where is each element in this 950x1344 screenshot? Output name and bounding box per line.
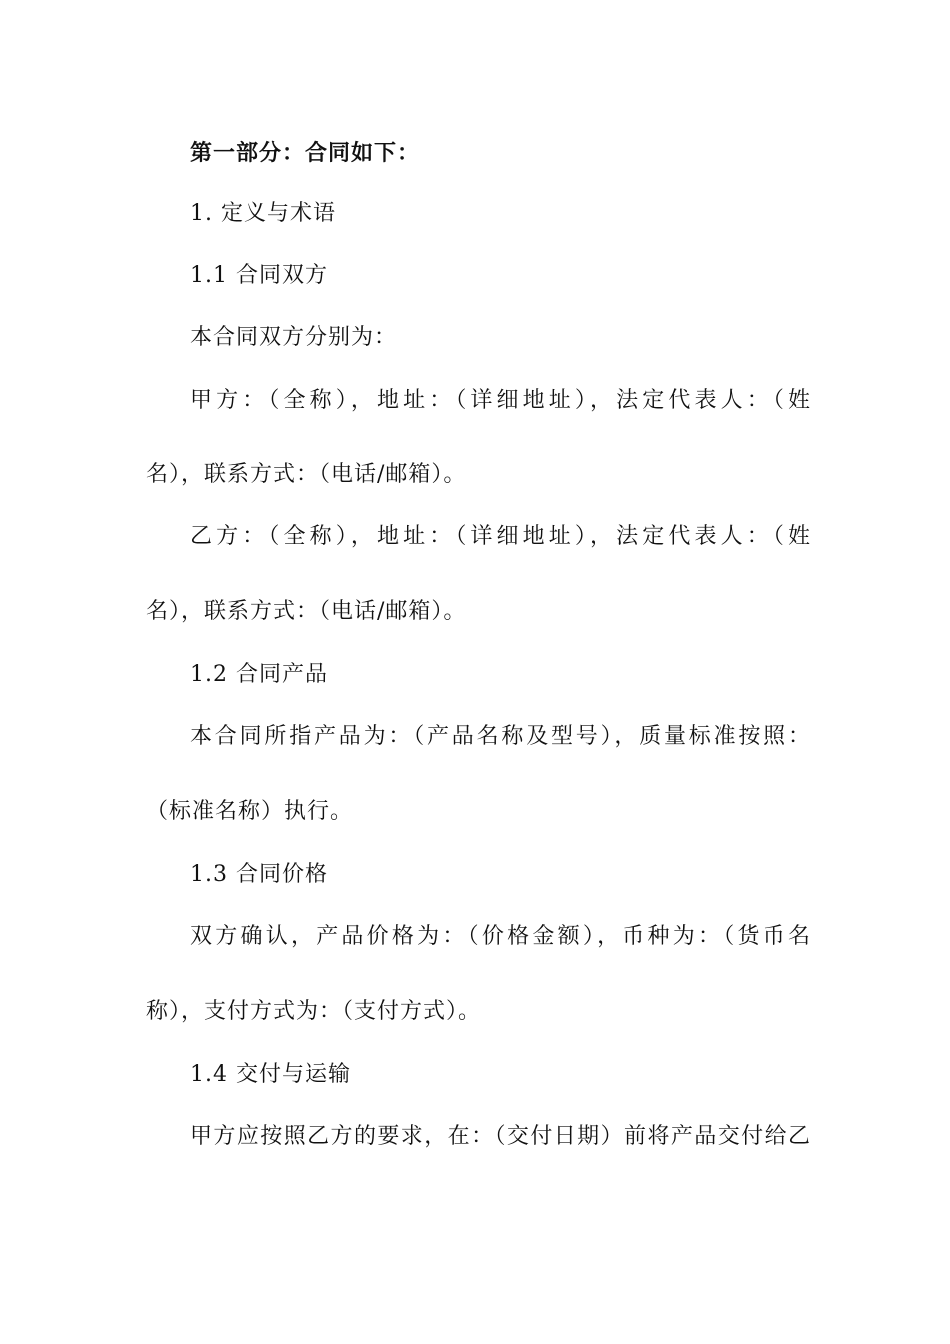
paragraph-line: 甲方应按照乙方的要求，在：（交付日期）前将产品交付给乙 — [190, 1124, 810, 1149]
subsection-title: 1.1 合同双方 — [190, 263, 328, 288]
subsection-title: 1.4 交付与运输 — [190, 1062, 351, 1087]
subsection-title: 1.2 合同产品 — [190, 662, 328, 687]
paragraph-line: 双方确认，产品价格为：（价格金额），币种为：（货币名 — [190, 924, 810, 949]
section-title: 1. 定义与术语 — [190, 201, 336, 226]
subsection-title: 1.3 合同价格 — [190, 862, 328, 887]
paragraph-line: 本合同所指产品为：（产品名称及型号），质量标准按照： — [190, 724, 810, 749]
part-heading: 第一部分：合同如下： — [190, 140, 421, 166]
paragraph-line: 甲方：（全称），地址：（详细地址），法定代表人：（姓 — [190, 388, 810, 413]
paragraph-line: 本合同双方分别为： — [190, 325, 398, 350]
paragraph-line: 名），联系方式：（电话/邮箱）。 — [146, 599, 467, 624]
paragraph-line: 名），联系方式：（电话/邮箱）。 — [146, 462, 467, 487]
paragraph-line: 乙方：（全称），地址：（详细地址），法定代表人：（姓 — [190, 524, 810, 549]
paragraph-line: （标准名称）执行。 — [146, 799, 354, 824]
paragraph-line: 称），支付方式为：（支付方式）。 — [146, 999, 482, 1024]
